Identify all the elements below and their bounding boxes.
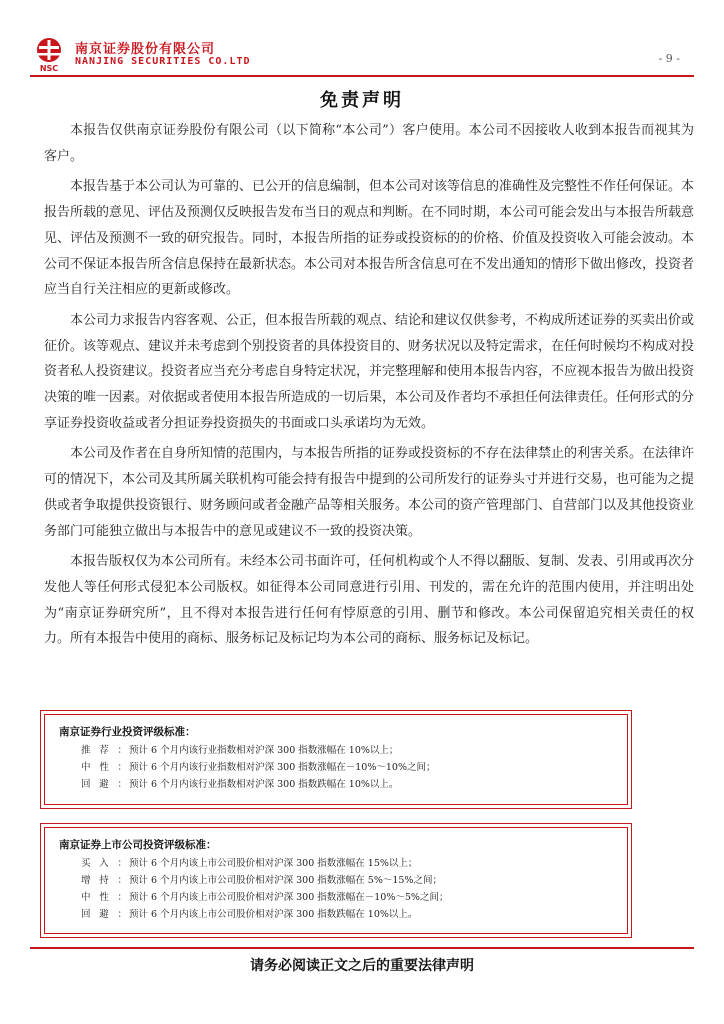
paragraph: 本公司及作者在自身所知情的范围内，与本报告所指的证券或投资标的不存在法律禁止的利害关系。在法律许可的情况下，本公司及其所属关联机构可能会持有报告中提到的公司所发行的证券头寸并进行交易，也可能为之提供或者争取提供投资银行、财务顾问或者金融产品等相关服务。本公司的资产管理部门、自营部门以及其他投资业务部门可能独立做出与本报告中的意见或建议不一致的投资决策。 bbox=[44, 446, 695, 539]
nsc-logo-icon bbox=[30, 36, 68, 74]
rating-text: 预计 6 个月内该上市公司股价相对沪深 300 指数涨幅在 5%～15%之间； bbox=[129, 875, 442, 886]
rating-label: 回避： bbox=[81, 779, 127, 790]
rating-text: 预计 6 个月内该行业指数相对沪深 300 指数跌幅在 10%以上。 bbox=[129, 779, 399, 790]
rating-row bbox=[59, 776, 613, 793]
rating-text: 预计 6 个月内该行业指数相对沪深 300 指数涨幅在－10%～10%之间； bbox=[129, 762, 436, 773]
header-divider bbox=[30, 75, 694, 77]
rating-row bbox=[59, 906, 613, 923]
paragraph: 本报告仅供南京证券股份有限公司（以下简称“本公司”）客户使用。本公司不因接收人收到本报告而视其为客户。 bbox=[44, 123, 694, 164]
paragraph: 本公司力求报告内容客观、公正，但本报告所载的观点、结论和建议仅供参考，不构成所述证券的买卖出价或征价。该等观点、建议并未考虑到个别投资者的具体投资目的、财务状况以及特定需求，在任何时候均不构成对投资者私人投资建议。投资者应当充分考虑自身特定状况，并完整理解和使用本报告内容，不应视本报告为做出投资决策的唯一因素。对依据或者使用本报告所造成的一切后果，本公司及作者均不承担任何法律责任。任何形式的分享证券投资收益或者分担证券投资损失的书面或口头承诺均为无效。 bbox=[44, 312, 695, 431]
paragraph: 本报告基于本公司认为可靠的、已公开的信息编制，但本公司对该等信息的准确性及完整性不作任何保证。本报告所载的意见、评估及预测仅反映报告发布当日的观点和判断。在不同时期，本公司可能会发出与本报告所载意见、评估及预测不一致的研究报告。同时，本报告所指的证券或投资标的的价格、价值及投资收入可能会波动。本公司不保证本报告所含信息保持在最新状态。本公司对本报告所含信息可在不发出通知的情形下做出修改，投资者应当自行关注相应的更新或修改。 bbox=[44, 179, 695, 298]
industry-rating-title: 南京证券行业投资评级标准： bbox=[59, 726, 196, 738]
company-name-en: NANJING SECURITIES CO.LTD bbox=[75, 56, 251, 67]
rating-row bbox=[59, 759, 613, 776]
disclaimer-body bbox=[44, 118, 694, 657]
footer-legal-notice: 请务必阅读正文之后的重要法律声明 bbox=[250, 958, 474, 974]
rating-text: 预计 6 个月内该行业指数相对沪深 300 指数涨幅在 10%以上； bbox=[129, 745, 399, 756]
page-header bbox=[30, 28, 694, 76]
page-number: - 9 - bbox=[658, 52, 680, 65]
rating-label: 回避： bbox=[81, 909, 127, 920]
rating-text: 预计 6 个月内该上市公司股价相对沪深 300 指数涨幅在 15%以上； bbox=[129, 858, 418, 869]
company-rating-box bbox=[40, 823, 632, 938]
company-name-cn: 南京证券股份有限公司 bbox=[75, 42, 216, 57]
paragraph: 本报告版权仅为本公司所有。未经本公司书面许可，任何机构或个人不得以翻版、复制、发表、引用或再次分发他人等任何形式侵犯本公司版权。如征得本公司同意进行引用、刊发的，需在允许的范围内使用，并注明出处为“南京证券研究所”，且不得对本报告进行任何有悖原意的引用、删节和修改。本公司保留追究相关责任的权力。所有本报告中使用的商标、服务标记及标记均为本公司的商标、服务标记及标记。 bbox=[44, 554, 695, 647]
page-title: 免责声明 bbox=[320, 90, 404, 111]
rating-label: 增持： bbox=[81, 875, 127, 886]
rating-label: 中性： bbox=[81, 762, 127, 773]
rating-row bbox=[59, 742, 613, 759]
rating-text: 预计 6 个月内该上市公司股价相对沪深 300 指数涨幅在－10%～5%之间； bbox=[129, 892, 449, 903]
rating-label: 推荐： bbox=[81, 745, 127, 756]
rating-text: 预计 6 个月内该上市公司股价相对沪深 300 指数跌幅在 10%以上。 bbox=[129, 909, 418, 920]
rating-row bbox=[59, 855, 613, 872]
footer-divider bbox=[30, 947, 694, 949]
logo-text: NSC bbox=[39, 64, 59, 73]
rating-row bbox=[59, 872, 613, 889]
rating-row bbox=[59, 889, 613, 906]
company-rating-title: 南京证券上市公司投资评级标准： bbox=[59, 839, 217, 851]
rating-label: 买入： bbox=[81, 858, 127, 869]
rating-label: 中性： bbox=[81, 892, 127, 903]
industry-rating-box bbox=[40, 710, 632, 809]
